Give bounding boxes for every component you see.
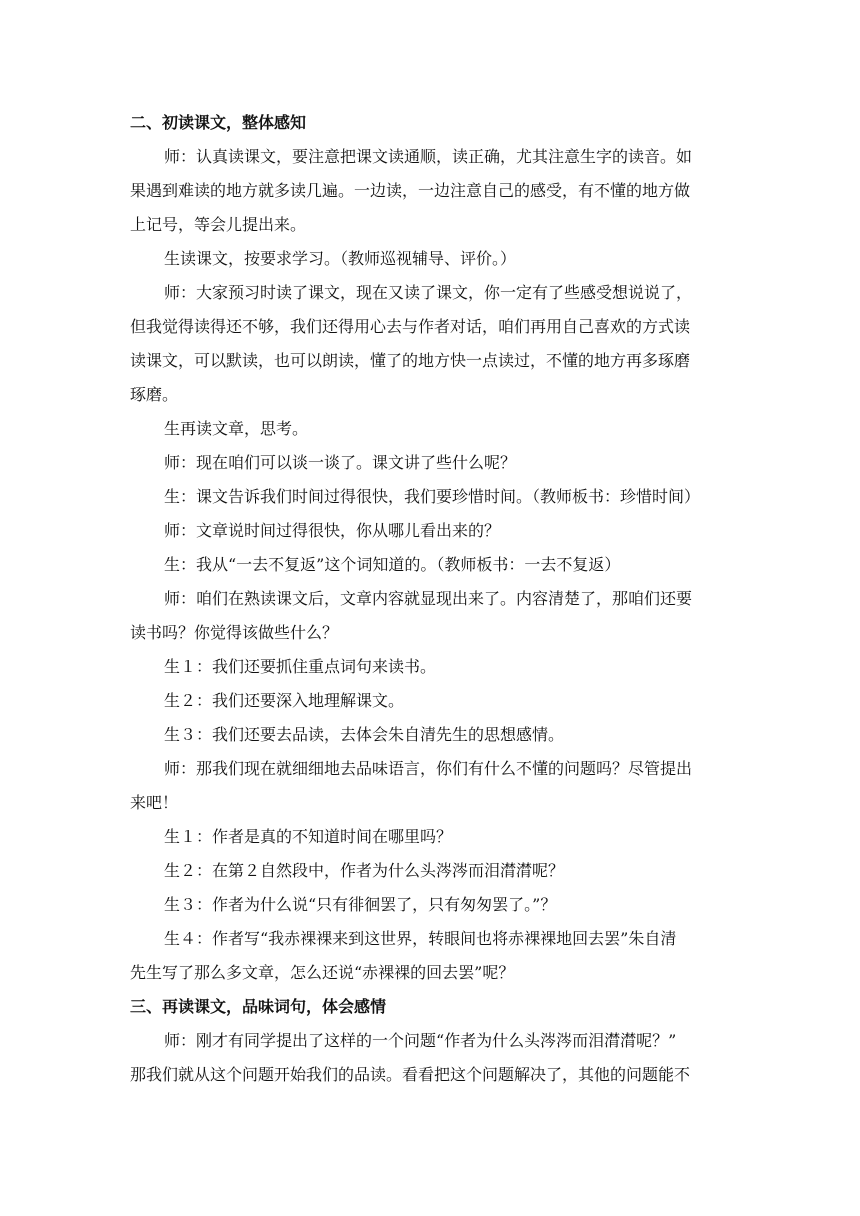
paragraph	[130, 922, 734, 990]
paragraph	[130, 854, 734, 888]
text-line: 生１：我们还要抓住重点词句来读书。	[164, 657, 437, 676]
text-line: 生２：我们还要深入地理解课文。	[164, 691, 405, 710]
paragraph	[130, 582, 734, 650]
paragraph	[130, 446, 734, 480]
text-line: 来吧！	[130, 793, 179, 812]
document-page	[130, 106, 734, 1092]
section-heading	[130, 106, 734, 140]
text-line: 生读课文，按要求学习。（教师巡视辅导、评价。）	[164, 249, 517, 268]
text-line: 生再读文章，思考。	[164, 419, 309, 438]
section-heading	[130, 990, 734, 1024]
text-line: 师：那我们现在就细细地去品味语言，你们有什么不懂的问题吗？尽管提出	[164, 759, 693, 778]
paragraph	[130, 1024, 734, 1092]
text-line: 但我觉得读得还不够，我们还得用心去与作者对话，咱们再用自己喜欢的方式读	[130, 317, 691, 336]
text-line: 师：大家预习时读了课文，现在又读了课文，你一定有了些感受想说说了，	[164, 283, 693, 302]
text-line: 师：刚才有同学提出了这样的一个问题“作者为什么头涔涔而泪潸潸呢？”	[164, 1031, 677, 1050]
paragraph	[130, 820, 734, 854]
text-line: 师：认真读课文，要注意把课文读通顺，读正确，尤其注意生字的读音。如	[164, 147, 693, 166]
text-line: 先生写了那么多文章，怎么还说“赤裸裸的回去罢”呢？	[130, 963, 515, 982]
paragraph	[130, 242, 734, 276]
text-line: 读课文，可以默读，也可以朗读，懂了的地方快一点读过，不懂的地方再多琢磨	[130, 351, 691, 370]
paragraph	[130, 888, 734, 922]
text-line: 生２：在第２自然段中，作者为什么头涔涔而泪潸潸呢？	[164, 861, 565, 880]
text-line: 琢磨。	[130, 385, 179, 404]
paragraph	[130, 480, 734, 514]
text-line: 读书吗？你觉得该做些什么？	[130, 623, 339, 642]
paragraph	[130, 140, 734, 242]
paragraph	[130, 412, 734, 446]
text-line: 生３：作者为什么说“只有徘徊罢了，只有匆匆罢了。”？	[164, 895, 557, 914]
text-line: 师：咱们在熟读课文后，文章内容就显现出来了。内容清楚了，那咱们还要	[164, 589, 693, 608]
text-line: 二、初读课文，整体感知	[130, 113, 307, 132]
text-line: 师：现在咱们可以谈一谈了。课文讲了些什么呢？	[164, 453, 517, 472]
text-line: 果遇到难读的地方就多读几遍。一边读，一边注意自己的感受，有不懂的地方做	[130, 181, 691, 200]
paragraph	[130, 514, 734, 548]
paragraph	[130, 650, 734, 684]
paragraph	[130, 548, 734, 582]
text-line: 生：我从“一去不复返”这个词知道的。（教师板书：一去不复返）	[164, 555, 621, 574]
paragraph	[130, 718, 734, 752]
paragraph	[130, 752, 734, 820]
text-line: 那我们就从这个问题开始我们的品读。看看把这个问题解决了，其他的问题能不	[130, 1065, 691, 1084]
text-line: 生１：作者是真的不知道时间在哪里吗？	[164, 827, 453, 846]
text-line: 上记号，等会儿提出来。	[130, 215, 307, 234]
paragraph	[130, 684, 734, 718]
text-line: 生４：作者写“我赤裸裸来到这世界，转眼间也将赤裸裸地回去罢”朱自清	[164, 929, 677, 948]
paragraph	[130, 276, 734, 412]
text-line: 生３：我们还要去品读，去体会朱自清先生的思想感情。	[164, 725, 565, 744]
text-line: 师：文章说时间过得很快，你从哪儿看出来的？	[164, 521, 501, 540]
text-line: 生：课文告诉我们时间过得很快，我们要珍惜时间。（教师板书：珍惜时间）	[164, 487, 701, 506]
text-line: 三、再读课文，品味词句，体会感情	[130, 997, 387, 1016]
